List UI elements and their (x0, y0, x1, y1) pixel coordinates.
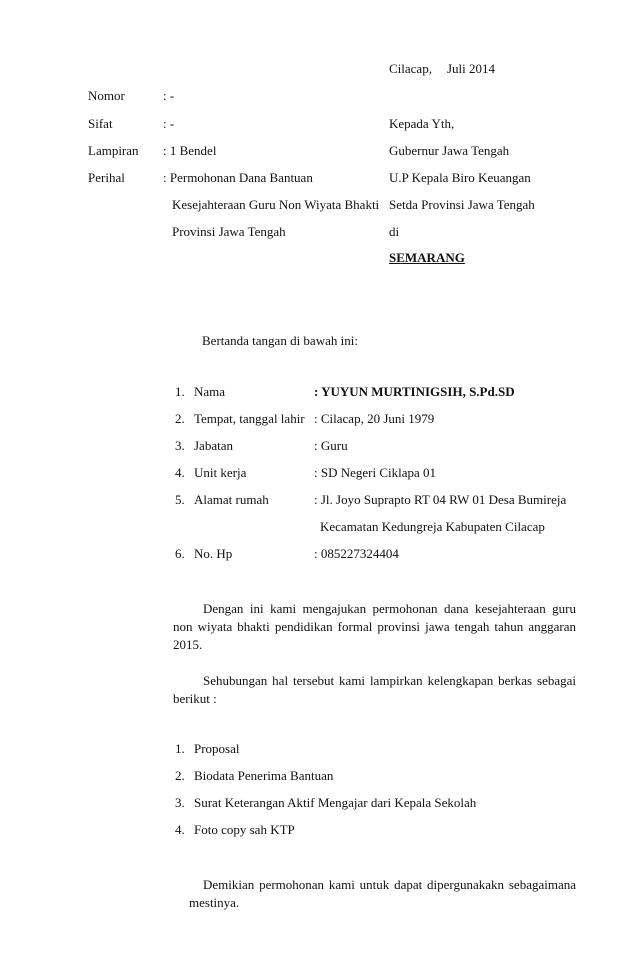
identity-num: 1. (175, 384, 185, 399)
attachment-num: 3. (175, 795, 185, 810)
identity-label: Alamat rumah (194, 492, 269, 507)
attachment-item: Biodata Penerima Bantuan (194, 768, 334, 783)
attachment-num: 2. (175, 768, 185, 783)
recipient-line: di (389, 224, 400, 239)
identity-num: 3. (175, 438, 185, 453)
perihal-line: : Permohonan Dana Bantuan (163, 170, 313, 185)
attachment-intro-paragraph: Sehubungan hal tersebut kami lampirkan kelengkapan berkas sebagai berikut : (173, 673, 576, 706)
identity-value: : YUYUN MURTINIGSIH, S.Pd.SD (314, 384, 515, 399)
identity-label: Tempat, tanggal lahir (194, 411, 305, 426)
attachment-num: 4. (175, 822, 185, 837)
intro-text: Bertanda tangan di bawah ini: (202, 333, 358, 348)
perihal-label: Perihal (88, 170, 125, 185)
attachment-item: Surat Keterangan Aktif Mengajar dari Kepala Sekolah (194, 795, 477, 810)
recipient-line: Gubernur Jawa Tengah (389, 143, 510, 158)
identity-num: 5. (175, 492, 185, 507)
sifat-value: : - (163, 116, 175, 131)
recipient-line: Setda Provinsi Jawa Tengah (389, 197, 535, 212)
attachment-num: 1. (175, 741, 185, 756)
identity-value: : 085227324404 (314, 546, 399, 561)
lampiran-label: Lampiran (88, 143, 139, 158)
perihal-line: Kesejahteraan Guru Non Wiyata Bhakti (172, 197, 380, 212)
nomor-value: : - (163, 88, 175, 103)
attachment-item: Foto copy sah KTP (194, 822, 295, 837)
lampiran-value: : 1 Bendel (163, 143, 217, 158)
identity-value: : SD Negeri Ciklapa 01 (314, 465, 437, 480)
perihal-line: Provinsi Jawa Tengah (172, 224, 286, 239)
identity-num: 4. (175, 465, 185, 480)
address-continuation: Kecamatan Kedungreja Kabupaten Cilacap (320, 519, 545, 534)
identity-num: 6. (175, 546, 185, 561)
closing-paragraph: Demikian permohonan kami untuk dapat dipergunakakn sebagaimana mestinya. (189, 877, 576, 910)
identity-value: : Cilacap, 20 Juni 1979 (314, 411, 435, 426)
request-paragraph: Dengan ini kami mengajukan permohonan dana kesejahteraan guru non wiyata bhakti pendidikan formal provinsi jawa tengah tahun anggaran 2015. (173, 601, 576, 652)
identity-label: No. Hp (194, 546, 233, 561)
sifat-label: Sifat (88, 116, 113, 131)
identity-value: : Guru (314, 438, 348, 453)
identity-label: Unit kerja (194, 465, 247, 480)
identity-label: Nama (194, 384, 226, 399)
attachment-item: Proposal (194, 741, 240, 756)
recipient-line: Kepada Yth, (389, 116, 455, 131)
nomor-label: Nomor (88, 88, 125, 103)
letter-date: Juli 2014 (447, 61, 496, 76)
recipient-line: U.P Kepala Biro Keuangan (389, 170, 531, 185)
recipient-city: SEMARANG (389, 250, 465, 265)
letter-place: Cilacap, (389, 61, 432, 76)
identity-label: Jabatan (194, 438, 233, 453)
identity-num: 2. (175, 411, 185, 426)
identity-value: : Jl. Joyo Suprapto RT 04 RW 01 Desa Bumireja (314, 492, 567, 507)
